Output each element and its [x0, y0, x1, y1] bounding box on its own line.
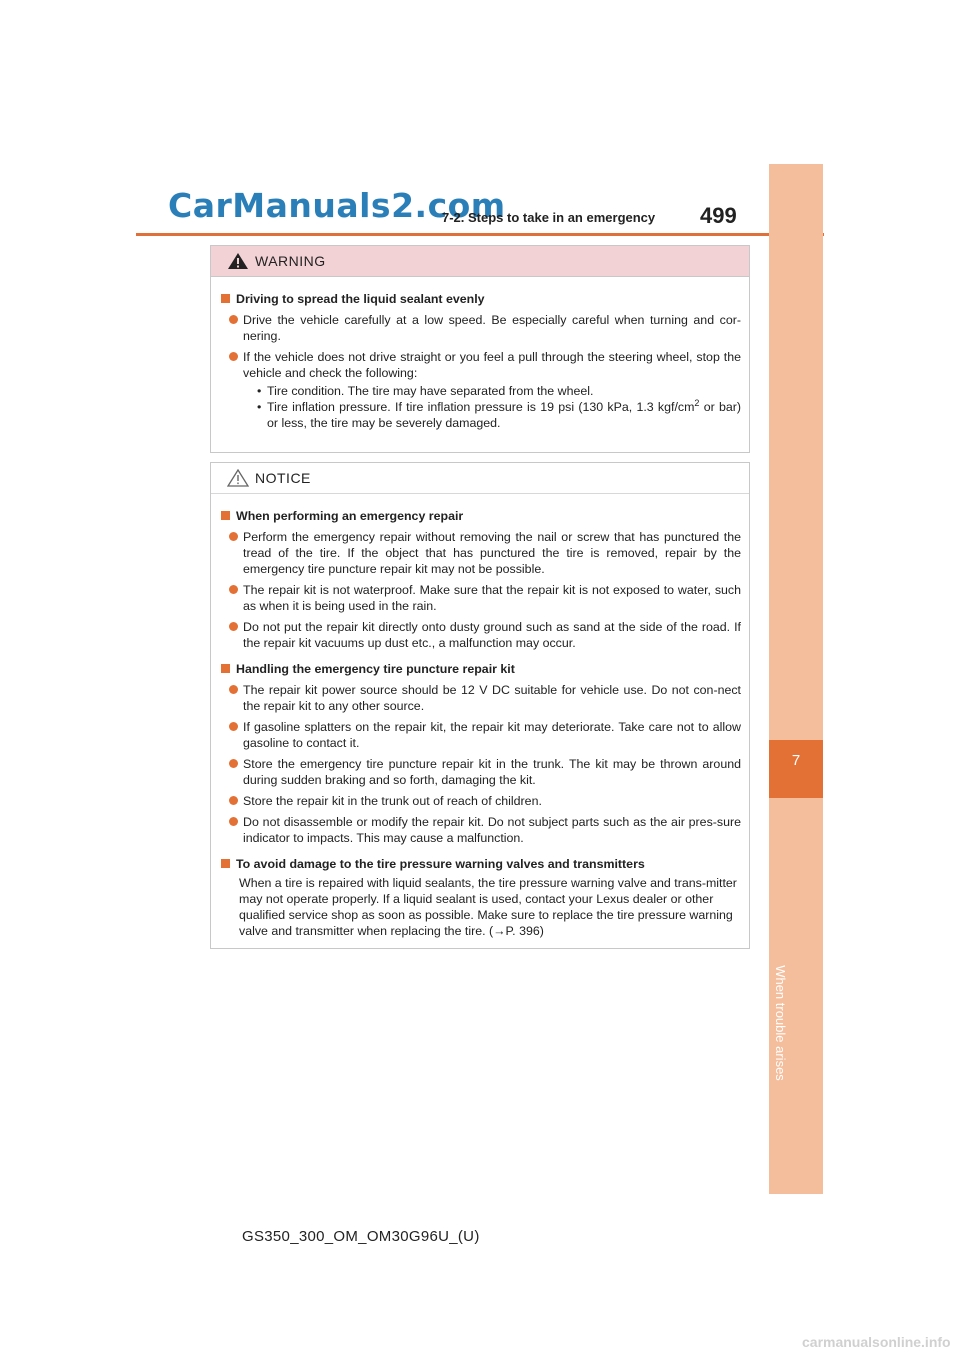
round-bullet-icon	[229, 685, 238, 694]
round-bullet-icon	[229, 532, 238, 541]
warning-item	[219, 349, 741, 431]
round-bullet-icon	[229, 759, 238, 768]
warning-sub-item-text-cont: or bar) or less, the tire may be severely damaged.	[267, 400, 741, 430]
warning-sub-list	[243, 383, 741, 431]
notice-item	[219, 619, 741, 651]
notice-item-text: The repair kit is not waterproof. Make sure that the repair kit is not exposed to water, such as when it is being used in the rain.	[243, 583, 741, 613]
notice-heading	[219, 856, 741, 872]
square-bullet-icon	[221, 294, 230, 303]
warning-sub-item	[257, 383, 741, 399]
notice-box	[210, 462, 750, 949]
notice-item-text: Do not put the repair kit directly onto dusty ground such as sand at the side of the road. If the repair kit vacuums up dust etc., a malfunction may occur.	[243, 620, 741, 650]
notice-heading-text: When performing an emergency repair	[236, 509, 464, 523]
notice-item-text: Perform the emergency repair without removing the nail or screw that has punctured the tread of the tire. If the object that has punctured the tire is removed, repair by the emergency tire puncture repair kit may not be possible.	[243, 530, 741, 576]
notice-item	[219, 582, 741, 614]
chapter-tab-highlight	[769, 740, 823, 798]
notice-header	[211, 463, 749, 494]
dot-bullet-icon: •	[257, 384, 262, 398]
notice-item	[219, 756, 741, 788]
round-bullet-icon	[229, 817, 238, 826]
footer-watermark: carmanualsonline.info	[802, 1334, 951, 1350]
warning-header	[211, 246, 749, 277]
notice-item-text: Store the emergency tire puncture repair kit in the trunk. The kit may be thrown around during sudden braking and so forth, damaging the kit.	[243, 757, 741, 787]
warning-sub-item	[257, 399, 741, 431]
warning-box	[210, 245, 750, 453]
dot-bullet-icon: •	[257, 400, 262, 414]
notice-heading-text: Handling the emergency tire puncture repair kit	[236, 662, 515, 676]
round-bullet-icon	[229, 622, 238, 631]
notice-heading	[219, 508, 741, 524]
warning-item-text: If the vehicle does not drive straight or you feel a pull through the steering wheel, stop the vehicle and check the following:	[243, 350, 741, 380]
warning-sub-item-text: Tire condition. The tire may have separated from the wheel.	[267, 384, 594, 398]
warning-heading	[219, 291, 741, 307]
round-bullet-icon	[229, 796, 238, 805]
warning-item-text: Drive the vehicle carefully at a low speed. Be especially careful when turning and cor-nering.	[243, 313, 741, 343]
round-bullet-icon	[229, 722, 238, 731]
notice-item-text: Store the repair kit in the trunk out of reach of children.	[243, 794, 542, 808]
square-bullet-icon	[221, 664, 230, 673]
notice-title: NOTICE	[255, 470, 311, 486]
section-title: 7-2. Steps to take in an emergency	[442, 210, 656, 225]
notice-paragraph: When a tire is repaired with liquid sealants, the tire pressure warning valve and trans-mitter may not operate properly. If a liquid sealant is used, contact your Lexus dealer or other qualified service shop as soon as possible. Make sure to replace the tire pressure warning valve and transmitter when replacing the tire. (→P. 396)	[239, 876, 737, 938]
notice-heading	[219, 661, 741, 677]
round-bullet-icon	[229, 315, 238, 324]
notice-item-text: If gasoline splatters on the repair kit, the repair kit may deteriorate. Take care not to allow gasoline to contact it.	[243, 720, 741, 750]
chapter-number: 7	[791, 752, 801, 769]
footer-code: GS350_300_OM_OM30G96U_(U)	[242, 1228, 480, 1245]
warning-title: WARNING	[255, 253, 326, 269]
notice-heading-text: To avoid damage to the tire pressure warning valves and transmitters	[236, 857, 645, 871]
warning-heading-text: Driving to spread the liquid sealant evenly	[236, 292, 485, 306]
notice-item-text: Do not disassemble or modify the repair kit. Do not subject parts such as the air pres-sure indicator to impacts. This may cause a malfunction.	[243, 815, 741, 845]
notice-item	[219, 529, 741, 577]
warning-item	[219, 312, 741, 344]
warning-sub-item-text: Tire inflation pressure. If tire inflation pressure is 19 psi (130 kPa, 1.3 kgf/cm	[267, 400, 695, 414]
chapter-title: When trouble arises	[773, 965, 788, 1081]
notice-triangle-icon	[227, 469, 249, 487]
round-bullet-icon	[229, 352, 238, 361]
notice-item	[219, 719, 741, 751]
warning-triangle-icon	[227, 252, 249, 270]
notice-item	[219, 682, 741, 714]
round-bullet-icon	[229, 585, 238, 594]
page-number: 499	[700, 203, 737, 228]
header-rule	[136, 233, 824, 236]
superscript: 2	[694, 397, 700, 408]
notice-item-text: The repair kit power source should be 12 V DC suitable for vehicle use. Do not con-nect the repair kit to any other source.	[243, 683, 741, 713]
notice-item	[219, 814, 741, 846]
square-bullet-icon	[221, 859, 230, 868]
warning-body	[211, 277, 749, 431]
header-watermark: CarManuals2.com	[168, 186, 506, 225]
notice-item	[219, 793, 741, 809]
square-bullet-icon	[221, 511, 230, 520]
notice-body	[211, 494, 749, 939]
